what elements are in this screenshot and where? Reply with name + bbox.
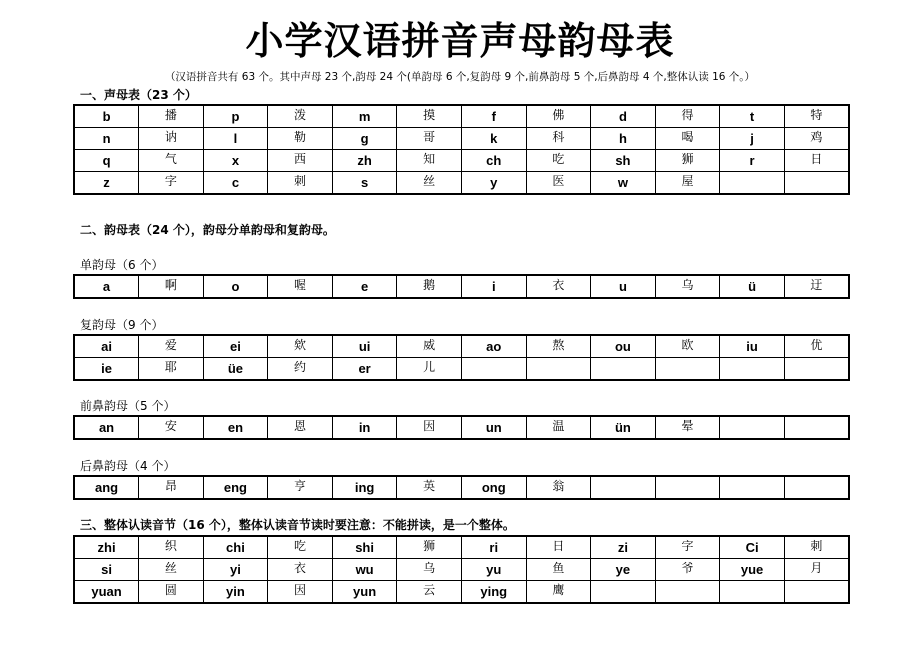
hanzi-cell: 鸡 [784, 128, 849, 150]
pinyin-cell: eng [203, 476, 268, 499]
hanzi-cell: 气 [139, 150, 204, 172]
pinyin-cell: j [720, 128, 785, 150]
pinyin-cell: shi [332, 536, 397, 559]
hanzi-cell: 翁 [526, 476, 591, 499]
hanzi-cell: 字 [655, 536, 720, 559]
hanzi-cell: 啊 [139, 275, 204, 298]
hanzi-cell: 讷 [139, 128, 204, 150]
pinyin-cell: ong [461, 476, 526, 499]
hanzi-cell: 云 [397, 581, 462, 604]
pinyin-cell: ei [203, 335, 268, 358]
pinyin-cell: ing [332, 476, 397, 499]
hanzi-cell: 佛 [526, 105, 591, 128]
pinyin-cell: ui [332, 335, 397, 358]
pinyin-cell: er [332, 358, 397, 381]
pinyin-cell: e [332, 275, 397, 298]
hanzi-cell: 泼 [268, 105, 333, 128]
initials-table [73, 104, 850, 195]
pinyin-cell [720, 358, 785, 381]
hanzi-cell: 摸 [397, 105, 462, 128]
pinyin-cell: wu [332, 559, 397, 581]
pinyin-cell: i [461, 275, 526, 298]
back-nasal-finals-label: 后鼻韵母（4 个） [80, 459, 176, 473]
hanzi-cell: 科 [526, 128, 591, 150]
compound-finals-table [73, 334, 850, 381]
hanzi-cell: 勒 [268, 128, 333, 150]
pinyin-cell: h [591, 128, 656, 150]
hanzi-cell: 亨 [268, 476, 333, 499]
pinyin-cell: ie [74, 358, 139, 381]
hanzi-cell [784, 416, 849, 439]
pinyin-cell [591, 358, 656, 381]
hanzi-cell: 月 [784, 559, 849, 581]
pinyin-cell [591, 581, 656, 604]
hanzi-cell: 刺 [784, 536, 849, 559]
hanzi-cell: 儿 [397, 358, 462, 381]
pinyin-cell: ü [720, 275, 785, 298]
pinyin-cell: chi [203, 536, 268, 559]
hanzi-cell: 字 [139, 172, 204, 195]
hanzi-cell: 衣 [268, 559, 333, 581]
pinyin-cell: un [461, 416, 526, 439]
hanzi-cell: 恩 [268, 416, 333, 439]
pinyin-cell: yuan [74, 581, 139, 604]
hanzi-cell: 约 [268, 358, 333, 381]
pinyin-cell: ying [461, 581, 526, 604]
pinyin-cell: w [591, 172, 656, 195]
table-row [74, 150, 849, 172]
table-row [74, 559, 849, 581]
front-nasal-finals-table [73, 415, 850, 440]
pinyin-cell: yu [461, 559, 526, 581]
hanzi-cell: 日 [526, 536, 591, 559]
pinyin-cell: l [203, 128, 268, 150]
hanzi-cell: 喔 [268, 275, 333, 298]
hanzi-cell: 鱼 [526, 559, 591, 581]
hanzi-cell [784, 172, 849, 195]
hanzi-cell [655, 358, 720, 381]
hanzi-cell: 丝 [139, 559, 204, 581]
hanzi-cell: 熬 [526, 335, 591, 358]
pinyin-cell: m [332, 105, 397, 128]
hanzi-cell: 丝 [397, 172, 462, 195]
pinyin-cell: f [461, 105, 526, 128]
pinyin-cell: ang [74, 476, 139, 499]
pinyin-cell: an [74, 416, 139, 439]
summary-note: （汉语拼音共有 63 个。其中声母 23 个,韵母 24 个(单韵母 6 个,复韵母 9 个,前鼻韵母 5 个,后鼻韵母 4 个,整体认读 16 个。） [164, 71, 756, 83]
hanzi-cell: 得 [655, 105, 720, 128]
whole-syllables-heading: 三、整体认读音节（16 个），整体认读音节读时要注意：不能拼读，是一个整体。 [80, 518, 515, 532]
hanzi-cell: 吃 [268, 536, 333, 559]
pinyin-cell: zi [591, 536, 656, 559]
pinyin-cell: u [591, 275, 656, 298]
hanzi-cell: 优 [784, 335, 849, 358]
pinyin-cell: in [332, 416, 397, 439]
pinyin-cell: Ci [720, 536, 785, 559]
pinyin-cell: ai [74, 335, 139, 358]
table-row [74, 536, 849, 559]
pinyin-cell [591, 476, 656, 499]
pinyin-cell: d [591, 105, 656, 128]
pinyin-cell: yi [203, 559, 268, 581]
hanzi-cell: 狮 [655, 150, 720, 172]
hanzi-cell [526, 358, 591, 381]
simple-finals-table [73, 274, 850, 299]
pinyin-cell [720, 581, 785, 604]
hanzi-cell: 威 [397, 335, 462, 358]
pinyin-cell: en [203, 416, 268, 439]
pinyin-cell: z [74, 172, 139, 195]
hanzi-cell: 哥 [397, 128, 462, 150]
pinyin-cell: b [74, 105, 139, 128]
hanzi-cell [655, 581, 720, 604]
pinyin-cell: p [203, 105, 268, 128]
hanzi-cell: 爱 [139, 335, 204, 358]
hanzi-cell [655, 476, 720, 499]
pinyin-cell: o [203, 275, 268, 298]
hanzi-cell: 因 [268, 581, 333, 604]
pinyin-cell: ch [461, 150, 526, 172]
table-row [74, 105, 849, 128]
hanzi-cell: 织 [139, 536, 204, 559]
pinyin-cell: s [332, 172, 397, 195]
hanzi-cell: 昂 [139, 476, 204, 499]
hanzi-cell: 因 [397, 416, 462, 439]
initials-heading: 一、声母表（23 个） [80, 88, 197, 102]
hanzi-cell: 爷 [655, 559, 720, 581]
hanzi-cell: 迂 [784, 275, 849, 298]
pinyin-cell: iu [720, 335, 785, 358]
hanzi-cell: 屋 [655, 172, 720, 195]
finals-heading: 二、韵母表（24 个），韵母分单韵母和复韵母。 [80, 223, 335, 237]
hanzi-cell: 播 [139, 105, 204, 128]
hanzi-cell [784, 358, 849, 381]
simple-finals-label: 单韵母（6 个） [80, 258, 164, 272]
hanzi-cell: 圆 [139, 581, 204, 604]
pinyin-cell: ye [591, 559, 656, 581]
pinyin-cell: ao [461, 335, 526, 358]
table-row [74, 581, 849, 604]
hanzi-cell: 狮 [397, 536, 462, 559]
hanzi-cell: 西 [268, 150, 333, 172]
table-row [74, 128, 849, 150]
hanzi-cell [784, 581, 849, 604]
pinyin-cell: n [74, 128, 139, 150]
hanzi-cell: 刺 [268, 172, 333, 195]
pinyin-cell [720, 416, 785, 439]
hanzi-cell: 英 [397, 476, 462, 499]
table-row [74, 335, 849, 358]
hanzi-cell: 乌 [397, 559, 462, 581]
table-row [74, 476, 849, 499]
pinyin-cell: t [720, 105, 785, 128]
hanzi-cell: 乌 [655, 275, 720, 298]
compound-finals-label: 复韵母（9 个） [80, 318, 164, 332]
pinyin-cell: c [203, 172, 268, 195]
pinyin-cell: yue [720, 559, 785, 581]
pinyin-cell: yin [203, 581, 268, 604]
pinyin-cell: zhi [74, 536, 139, 559]
hanzi-cell: 耶 [139, 358, 204, 381]
pinyin-cell: q [74, 150, 139, 172]
hanzi-cell: 吃 [526, 150, 591, 172]
page-title: 小学汉语拼音声母韵母表 [245, 19, 675, 63]
pinyin-cell: y [461, 172, 526, 195]
table-row [74, 172, 849, 195]
hanzi-cell: 喝 [655, 128, 720, 150]
hanzi-cell: 鹅 [397, 275, 462, 298]
table-row [74, 358, 849, 381]
pinyin-cell: yun [332, 581, 397, 604]
pinyin-cell: g [332, 128, 397, 150]
pinyin-cell: r [720, 150, 785, 172]
hanzi-cell: 欸 [268, 335, 333, 358]
hanzi-cell: 安 [139, 416, 204, 439]
hanzi-cell: 欧 [655, 335, 720, 358]
table-row [74, 416, 849, 439]
pinyin-cell: a [74, 275, 139, 298]
pinyin-cell [720, 476, 785, 499]
front-nasal-finals-label: 前鼻韵母（5 个） [80, 399, 176, 413]
pinyin-cell: zh [332, 150, 397, 172]
pinyin-cell [461, 358, 526, 381]
pinyin-cell: si [74, 559, 139, 581]
pinyin-cell [720, 172, 785, 195]
hanzi-cell: 知 [397, 150, 462, 172]
hanzi-cell: 晕 [655, 416, 720, 439]
whole-syllables-table [73, 535, 850, 604]
back-nasal-finals-table [73, 475, 850, 500]
pinyin-cell: sh [591, 150, 656, 172]
hanzi-cell: 温 [526, 416, 591, 439]
hanzi-cell: 衣 [526, 275, 591, 298]
hanzi-cell: 医 [526, 172, 591, 195]
pinyin-cell: x [203, 150, 268, 172]
pinyin-cell: k [461, 128, 526, 150]
table-row [74, 275, 849, 298]
hanzi-cell: 日 [784, 150, 849, 172]
pinyin-cell: ri [461, 536, 526, 559]
pinyin-cell: ün [591, 416, 656, 439]
pinyin-cell: ou [591, 335, 656, 358]
hanzi-cell [784, 476, 849, 499]
hanzi-cell: 特 [784, 105, 849, 128]
pinyin-cell: üe [203, 358, 268, 381]
hanzi-cell: 鹰 [526, 581, 591, 604]
